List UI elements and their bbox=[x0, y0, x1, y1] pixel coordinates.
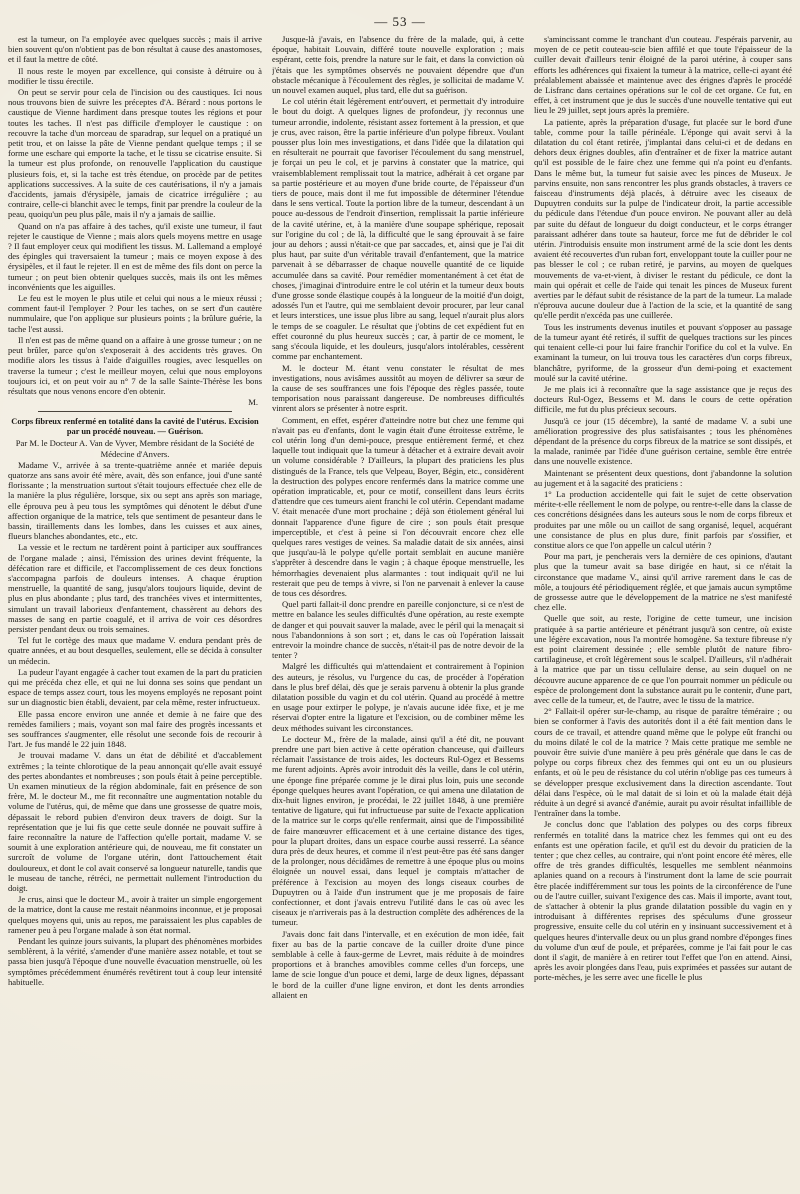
paragraph: La pudeur l'ayant engagée à cacher tout examen de la part du praticien qui me précéda chez elle, et qui ne lui donna ses soins que pendant un espace de temps assez court, tous les moyens employés ne reposant point sur un diagnostic bien établi, devaient, par cela même, rester infructueux. bbox=[8, 666, 262, 708]
article-title: Corps fibreux renfermé en totalité dans la cavité de l'utérus. Excision par un procédé nouveau. — Guérison. bbox=[11, 417, 259, 437]
paragraph: Le col utérin était légèrement entr'ouvert, et permettait d'y introduire le bout du doigt. A quelques lignes de profondeur, j'y reconnus une tumeur arrondie, indolente, résistant assez fortement à la pression, et que je crus, avec raison, être la partie inférieure d'un polype fibreux. Voulant pousser plus loin mes investigations, et dans l'idée que la dilatation qui en résulterait ne pourrait que favoriser l'écoulement du sang menstruel, je forçai un peu le col, et je parvins à constater que la matrice, qui vraisemblablement remplissait tout la matrice, adhérait à cet organe par sa partie postérieure et au moyen d'une bride courte, de l'épaisseur d'un tiers de pouce, mais dont il me fut impossible de déterminer l'étendue dans le sens vertical. Toute la portion libre de la tumeur, descendant à un pouce au-dessous de l'endroit d'insertion, remplissait la partie inférieure de la cavité utérine, et, à la manière d'une soupape sphérique, reposait sur l'origine du col ; de là, la difficulté que le sang éprouvait à se faire jour au dehors ; aussi n'était-ce que par saccades, et, ainsi que je l'ai dit plus haut, par suite d'un véritable travail d'enfantement, que la matrice parvenait à se débarrasser de chaque nouvelle quantité de ce liquide accumulée dans sa cavité. Pour remédier momentanément à cet état de choses, j'imaginai d'introduire entre le col utérin et la tumeur deux bouts d'une grosse sonde élastique coupés à la longueur de la moitié d'un doigt, adossés l'un et l'autre, qui me semblaient devoir procurer, par leur canal et leurs interstices, une issue plus libre au sang, lequel n'aurait plus alors le temps de se coaguler. Le résultat que j'obtins de cet expédient fut en effet couronné du plus heureux succès ; car, à partir de ce moment, le sang s'écoula liquide, et les douleurs, jusqu'alors intolérables, cessèrent comme par enchantement. bbox=[272, 96, 524, 362]
col3-paragraphs bbox=[534, 34, 792, 983]
paragraph: Tel fut le cortège des maux que madame V. endura pendant près de quatre années, et au bout desquelles, seulement, elle se décida à consulter un médecin. bbox=[8, 635, 262, 666]
col2-paragraphs bbox=[272, 34, 524, 1000]
paragraph: Elle passa encore environ une année et demie à ne faire que des remèdes familiers ; mais, voyant son mal faire des progrès incessants et ses souffrances s'augmenter, elle résolut une seconde fois de recourir à l'art. Je fus mandé le 22 juin 1848. bbox=[8, 708, 262, 750]
paragraph: Jusque-là j'avais, en l'absence du frère de la malade, qui, à cette époque, habitait Louvain, différé toute nouvelle exploration ; mais espérant, cette fois, prendre la nature sur le fait, et dans la conviction où j'étais que les symptômes observés ne pouvaient dépendre que d'un obstacle mécanique à l'écoulement des règles, je sollicitai de madame V. un nouvel examen auquel, plus tard, elle dut sa guérison. bbox=[272, 34, 524, 96]
paragraph: Quel parti fallait-il donc prendre en pareille conjoncture, si ce n'est de mettre en balance les seules difficultés d'une opération, au reste exempte de danger et qui pouvait sauver la malade, avec le péril qui la menaçait si nous l'abandonnions à son sort ; et, dans le cas où l'opération laissait entrevoir la moindre chance de succès, n'était-il pas de notre devoir de la tenter ? bbox=[272, 599, 524, 661]
paragraph: Pour ma part, je pencherais vers la dernière de ces opinions, d'autant plus que la tumeur avait sa base dirigée en haut, si ce n'était la circonstance que madame V., ainsi qu'il arrive rarement dans le cas de môle, a toujours été périodiquement réglée, et que jamais aucun symptôme de grossesse autre que le développement de la matrice ne s'est manifesté chez elle. bbox=[534, 551, 792, 613]
paragraph: Je conclus donc que l'ablation des polypes ou des corps fibreux renfermés en totalité dans la matrice chez les femmes qui ont eu des enfants est une opération facile, et qu'il est du devoir du praticien de la tenter ; que chez celles, au contraire, qui n'ont point encore été mères, elle offre de très grandes difficultés, lesquelles me semblent néanmoins aplanies quand on a recours à l'instrument dont la lame de scie pourrait être placée indifféremment sur tous les points de la circonférence de l'une ou de l'autre cuiller, suivant l'exigence des cas. Mais il importe, avant tout, de s'attacher à obtenir la plus grande dilatation possible du vagin en y introduisant à différentes reprises des spéculums d'une grosseur progressive, ensuite celle du col utérin en y insinuant successivement et à quelques heures d'intervalle deux ou un plus grand nombre d'éponges fines du volume d'un œuf de poule, et préparées, comme je l'ai fait pour le cas dont il s'agit, de manière à en retirer tout l'effet que l'on en attend. Ainsi, après les avoir plongées dans l'eau, puis exprimées et passées sur autant de porte-mèches, je les serre avec une ficelle le plus bbox=[534, 819, 792, 983]
paragraph: Tous les instruments devenus inutiles et pouvant s'opposer au passage de la tumeur ayant été retirés, il suffit de quelques tractions sur les pinces qui tenaient celle-ci pour lui faire franchir l'orifice du col et la vulve. En examinant la tumeur, on lui trouva tous les caractères d'un corps fibreux, blanchâtre, pyriforme, de la grosseur d'un demi-poing et exactement moulé sur la cavité utérine. bbox=[534, 321, 792, 383]
paragraph: Pendant les quinze jours suivants, la plupart des phénomènes morbides semblèrent, à la vérité, s'amender d'une manière assez notable, et tout se passa bien jusqu'à l'époque d'une nouvelle évacuation menstruelle, où les symptômes précédemment énumérés revêtirent tout à coup leur intensité habituelle. bbox=[8, 936, 262, 987]
paragraph: La patiente, après la préparation d'usage, fut placée sur le bord d'une table, comme pour la taille périnéale. L'éponge qui avait servi à la dilatation du col étant retirée, j'implantai dans celui-ci et de dedans en dehors deux érignes doubles, afin d'entraîner et de fixer la matrice autant qu'il est possible de le faire chez une femme qui n'a point eu d'enfants. Dans le même but, la tumeur fut saisie avec les pinces de Museux. Je parvins ensuite, non sans rencontrer les plus grands obstacles, à travers ce faisceau d'instruments déjà placés, à détruire avec les ciseaux de Dupuytren conduits sur la pulpe de l'indicateur droit, la partie accessible du pédicule dans l'étendue d'un pouce environ. Ne pouvant aller au delà par suite du défaut de longueur du doigt conducteur, et le corps étranger paraissant adhérer dans toute sa hauteur, force me fut de débrider le col utérin. J'introduisis ensuite mon instrument armé de la scie dont les dents avaient été recouvertes d'un ruban fort, enveloppant toute la cuiller pour ne pas blesser le col ; ce ruban retiré, je parvins, au moyen de quelques mouvements de va-et-vient, à diviser le restant du pédicule, ce dont la main qui opérait et celle de l'aide qui tenait les pinces de Museux furent averties par le défaut subit de résistance de la part de la tumeur. La malade n'éprouva aucune douleur due à l'action de la scie, et la quantité de sang qu'elle perdit n'excéda pas une cuillerée. bbox=[534, 116, 792, 321]
section-divider bbox=[38, 411, 232, 412]
paragraph: Quelle que soit, au reste, l'origine de cette tumeur, une incision pratiquée à sa partie antérieure et pénétrant jusqu'à son centre, où existe une légère excavation, nous l'a montrée homogène. Sa texture fibreuse n'y est point clairement dessinée ; elle semble plutôt de nature fibro-cartilagineuse, et croît légèrement sous le scalpel. D'ailleurs, s'il n'adhérait à la matrice que par un tissu cellulaire dense, au sein duquel on ne découvre aucune apparence de ce que l'on pourrait nommer un pédicule ou espèce de prolongement dont la substance aurait pu le contenir, d'une part, avec celle de la tumeur, et, de l'autre, avec le tissu de la matrice. bbox=[534, 613, 792, 705]
paragraph: Je trouvai madame V. dans un état de débilité et d'accablement extrêmes ; la teinte chlorotique de la peau annonçait qu'elle avait essuyé des pertes abondantes et nombreuses ; son pouls était à peine perceptible. Un examen minutieux de la région abdominale, fait en présence de son frère, M. le docteur M., me fit reconnaître une augmentation notable du volume de l'utérus, qui, de même que dans une grossesse de quatre mois, dépassait le rebord pubien d'environ deux travers de doigt. Sur la représentation que je lui fis que cette seule donnée ne pouvait suffire à faire reconnaître la nature de l'affection qu'elle portait, madame V. se soumit à une exploration antérieure qui, de nouveau, me fit constater un surcroît de volume de l'organe utérin, dont l'attouchement était douloureux, et dont le col avait conservé sa longueur naturelle, tandis que le museau de tanche, rétréci, ne permettait nullement l'introduction du doigt. bbox=[8, 750, 262, 894]
paragraph: 2° Fallait-il opérer sur-le-champ, au risque de paraître téméraire ; ou bien se conformer à l'avis des autorités dont il a été fait mention dans le cours de ce travail, et attendre quand même que le polype eût franchi ou du moins dilaté le col de la matrice ? Mais cette pratique me semble ne pouvoir être suivie d'une manière à peu près générale que dans le cas de polype ou corps fibreux chez des femmes qui ont eu un ou plusieurs enfants, et où le peu de résistance du col utérin n'oblige pas ces tumeurs à se développer presque exclusivement dans la direction ascendante. Tout délai dans l'espèce, où le mal datait de si loin et où la malade était déjà réduite à un degré si avancé d'anémie, aurait pu avoir résultat infaillible de l'entraîner dans la tombe. bbox=[534, 706, 792, 819]
paragraph: Comment, en effet, espérer d'atteindre notre but chez une femme qui n'avait pas eu d'enfants, dont le vagin était d'une étroitesse extrême, le col utérin long d'un demi-pouce, presque entièrement fermé, et chez laquelle tout indiquait que la tumeur à détacher et à extraire devait avoir un volume considérable ? D'ailleurs, la plupart des praticiens les plus distingués de la France, tels que Velpeau, Boyer, Bégin, etc., considèrent la destruction des polypes encore renfermés dans la matrice comme une opération impraticable, et, pour ce motif, conseillent dans leurs écrits d'attendre que ces tumeurs aient franchi le col utérin. Cependant madame V. était menacée d'une mort prochaine ; déjà son étiolement général lui donnait l'apparence d'une figure de cire ; son pouls était presque imperceptible, et c'est à peine si l'on découvrait encore chez elle quelques rares vestiges de veines. Sa maladie datait de six années, ainsi que jusqu'au-là le polype qu'elle portait semblait en aucune manière s'apprêter à descendre dans le vagin ; à chaque époque menstruelle, les hémorrhagies devenaient plus alarmantes : tout indiquait qu'il ne lui resterait que peu de temps à vivre, si l'on ne parvenait à enlever la cause de tous ces désordres. bbox=[272, 414, 524, 598]
paragraph: Le docteur M., frère de la malade, ainsi qu'il a été dit, ne pouvant prendre une part bien active à cette opération chanceuse, qui d'ailleurs réclamait l'assistance de trois aides, les docteurs Rul-Ogez et Bessems me furent adjoints. Après avoir introduit dès la veille, dans le col utérin, une éponge fine préparée comme je le dirai plus loin, puis une seconde éponge quelques heures avant l'opération, ce qui amena une dilatation de dix-huit lignes environ, je procédai, le 22 juillet 1848, à une première tentative de ligature, qui fut infructueuse par suite de l'exacte application de la matrice sur le corps qu'elle renfermait, ainsi que de l'impossibilité de faire manœuvrer efficacement et à une certaine distance des tiges, pour la plupart droites, dans un espace courbe aussi resserré. La séance dura près de deux heures, et comme il n'est peut-être pas été sans danger de la prolonger, nous décidâmes de remettre à une époque plus ou moins éloignée un nouvel essai, dans lequel je comptais m'attacher de préférence à l'excision au moyen des longs ciseaux courbes de Dupuytren ou à l'aide d'un instrument que je me proposais de faire confectionner, et dont j'avais entrevu l'utilité dans le cas où avec les ciseaux je n'arriverais pas à la destruction complète des adhérences de la tumeur. bbox=[272, 733, 524, 928]
paragraph: Maintenant se présentent deux questions, dont j'abandonne la solution au jugement et à la sagacité des praticiens : bbox=[534, 467, 792, 488]
paragraph: J'avais donc fait dans l'intervalle, et en exécution de mon idée, fait fixer au bas de la partie concave de la cuiller droite d'une pince semblable à celle à faux-germe de Levret, mais réduite à de moindres proportions et à branches amovibles comme celles d'un forceps, une lame de scie longue d'un pouce et demi, large de deux lignes, dépassant le bord de la cuiller d'une ligne environ, et dont les dents arrondies allaient en bbox=[272, 928, 524, 1000]
paragraph: Je crus, ainsi que le docteur M., avoir à traiter un simple engorgement de la matrice, dont la cause me restait néanmoins inconnue, et je proposai quelques moyens qui, unis au repos, me paraissaient les plus capables de ramener peu à peu l'organe malade à son état normal. bbox=[8, 894, 262, 935]
paragraph: M. le docteur M. étant venu constater le résultat de mes investigations, nous avisâmes aussitôt au moyen de délivrer sa sœur de la cause de ses souffrances une fois l'époque des règles passée, toute temporisation nous paraissant dangereuse. De nombreuses difficultés vinrent alors se présenter à notre esprit. bbox=[272, 362, 524, 414]
paragraph: s'amincissant comme le tranchant d'un couteau. J'espérais parvenir, au moyen de ce petit couteau-scie bien affilé et que toute l'épaisseur de la cuiller devait d'ailleurs tenir éloigné de la paroi utérine, à couper sans efforts les adhérences qui fixaient la tumeur à la matrice, celle-ci ayant été préalablement abaissée et maintenue avec des érignes d'après le procédé de Lisfranc dans certaines opérations sur le col de cet organe. Ce fut, en effet, à cet instrument que je dus le succès d'une nouvelle tentative qui eut lieu le 29 juillet, sept jours après la première. bbox=[534, 34, 792, 116]
paragraph: Madame V., arrivée à sa trente-quatrième année et mariée depuis quatorze ans sans avoir été mère, avait, dès son enfance, joui d'une santé florissante ; la menstruation surtout s'était toujours effectuée chez elle de la manière la plus régulière, lorsque, six ou sept ans après son mariage, elle éprouva peu à peu tous les symptômes qui dénotent le début d'une affection organique de la matrice, tels que sentiment de pesanteur dans le bassin, tiraillements dans les lombes, dans les cuisses et aux aines, flueurs blanches abondantes, etc., etc. bbox=[8, 459, 262, 542]
column-left bbox=[8, 34, 262, 1184]
article-byline: Par M. le Docteur A. Van de Vyver, Membre résidant de la Société de Médecine d'Anvers. bbox=[15, 438, 255, 459]
page-number: — 53 — bbox=[374, 14, 426, 29]
paragraph: Il nous reste le moyen par excellence, qui consiste à détruire ou à modifier le tissu érectile. bbox=[8, 65, 262, 86]
paragraph: La vessie et le rectum ne tardèrent point à participer aux souffrances de l'organe malade ; ainsi, l'émission des urines devint fréquente, la défécation rare et difficile, et l'accomplissement de ces deux fonctions s'accompagna parfois de douleurs intenses. A chaque éruption menstruelle, la quantité de sang, jusqu'alors toujours liquide, devint de plus en plus abondante ; plus tard, des tranchées vives et intermittentes, simulant un travail laborieux d'enfantement, chassèrent au dehors des masses de sang en partie coagulé, et il arriva de voir ces désordres persister pendant deux ou trois semaines. bbox=[8, 542, 262, 634]
column-middle bbox=[272, 34, 524, 1184]
paragraph: est la tumeur, on l'a employée avec quelques succès ; mais il arrive bien souvent qu'on n'obtient pas de bon résultat à cause des anastomoses, et il faut la mettre de côté. bbox=[8, 34, 262, 65]
paragraph: Le feu est le moyen le plus utile et celui qui nous a le mieux réussi ; comment faut-il l'employer ? Pour les taches, on se sert d'un cautère nummulaire, que l'on applique sur plusieurs points ; la brûlure guérie, la tache l'est aussi. bbox=[8, 293, 262, 334]
paragraph: Quand on n'a pas affaire à des taches, qu'il existe une tumeur, il faut rejeter le caustique de Vienne ; mais alors quels moyens mettre en usage ? Il faut employer ceux qui modifient les tissus. M. Lallemand a employé des épingles qui traversaient la tumeur ; mais ce moyen expose à des érysipèles, et il faut le rejeter. Il en est de même des fils dont on perce la tumeur ; on peut bien obtenir quelques succès, mais ils ont les mêmes inconvénients que les aiguilles. bbox=[8, 220, 262, 292]
article-paragraphs bbox=[8, 460, 262, 987]
paragraph: 1° La production accidentelle qui fait le sujet de cette observation mérite-t-elle réellement le nom de polype, ou rentre-t-elle dans la classe de ces concrétions désignées dans les auteurs sous le nom de corps fibreux et produites par une môle ou un caillot de sang organisé, lequel, acquérant une consistance de plus en plus dure, finit parfois par s'ossifier, et constitue alors ce que l'on appelle un calcul utérin ? bbox=[534, 488, 792, 550]
author-signature: M. bbox=[248, 397, 258, 408]
paragraph: On peut se servir pour cela de l'incision ou des caustiques. Ici nous nous trouvons bien de suivre les préceptes d'A. Bérard : nous portons le caustique de Vienne hardiment dans presque toutes les régions et pour toutes les taches. Il n'est pas difficile d'employer le caustique : on recouvre la tache d'un morceau de sparadrap, sur lequel on a pratiqué un petit trou, et on laisse la pâte de Vienne pendant quelque temps ; il se forme une eschare qui emporte la tache, et le tissu se cicatrise ensuite. Si la tumeur est plus profonde, on renouvelle l'application du caustique plusieurs fois, et, si la tache est très étendue, on procède par de petites applications successives. A la suite de ces cautérisations, il n'y a jamais d'accidents, jamais d'érysipèle, jamais de cicatrice irrégulière ; au contraire, celle-ci blanchit avec le temps, finit par prendre la couleur de la peau, quoiqu'un peu plus pâle, mais il n'y a jamais de saillie. bbox=[8, 87, 262, 220]
paragraph: Malgré les difficultés qui m'attendaient et contrairement à l'opinion des auteurs, je résolus, vu l'urgence du cas, de procéder à l'opération dans le plus bref délai, dès que je serais parvenu à obtenir la plus grande dilatation possible du vagin et du col utérin. Quand au procédé à mettre en usage pour extirper le polype, je n'avais aucune idée fixe, et je me réservai d'opter entre la ligature et l'excision, ou de combiner même les deux méthodes suivant les circonstances. bbox=[272, 661, 524, 733]
paragraph: Jusqu'à ce jour (15 décembre), la santé de madame V. a subi une amélioration progressive des plus satisfaisantes ; tous les phénomènes dépendant de la présence du corps fibreux de la matrice se sont dissipés, et la malade, ranimée par l'idée d'une guérison certaine, semble être entrée dans une nouvelle existence. bbox=[534, 415, 792, 467]
column-right bbox=[534, 34, 792, 1184]
paragraph: Je me plais ici à reconnaître que la sage assistance que je reçus des docteurs Rul-Ogez, Bessems et M. dans le cours de cette opération difficile, me fut du plus précieux secours. bbox=[534, 383, 792, 415]
col1-paragraphs bbox=[8, 34, 262, 396]
paragraph: Il n'en est pas de même quand on a affaire à une grosse tumeur ; on ne peut brûler, parce qu'on s'exposerait à des accidents très graves. On modifie alors les tissus à l'aide d'aiguilles rougies, avec lesquelles on traverse la tumeur ; c'est le meilleur moyen, celui que nous employons toujours ici, et on peut voir au n° 7 de la salle Sainte-Thérèse les bons résultats que nous venons encore d'en obtenir. bbox=[8, 334, 262, 396]
